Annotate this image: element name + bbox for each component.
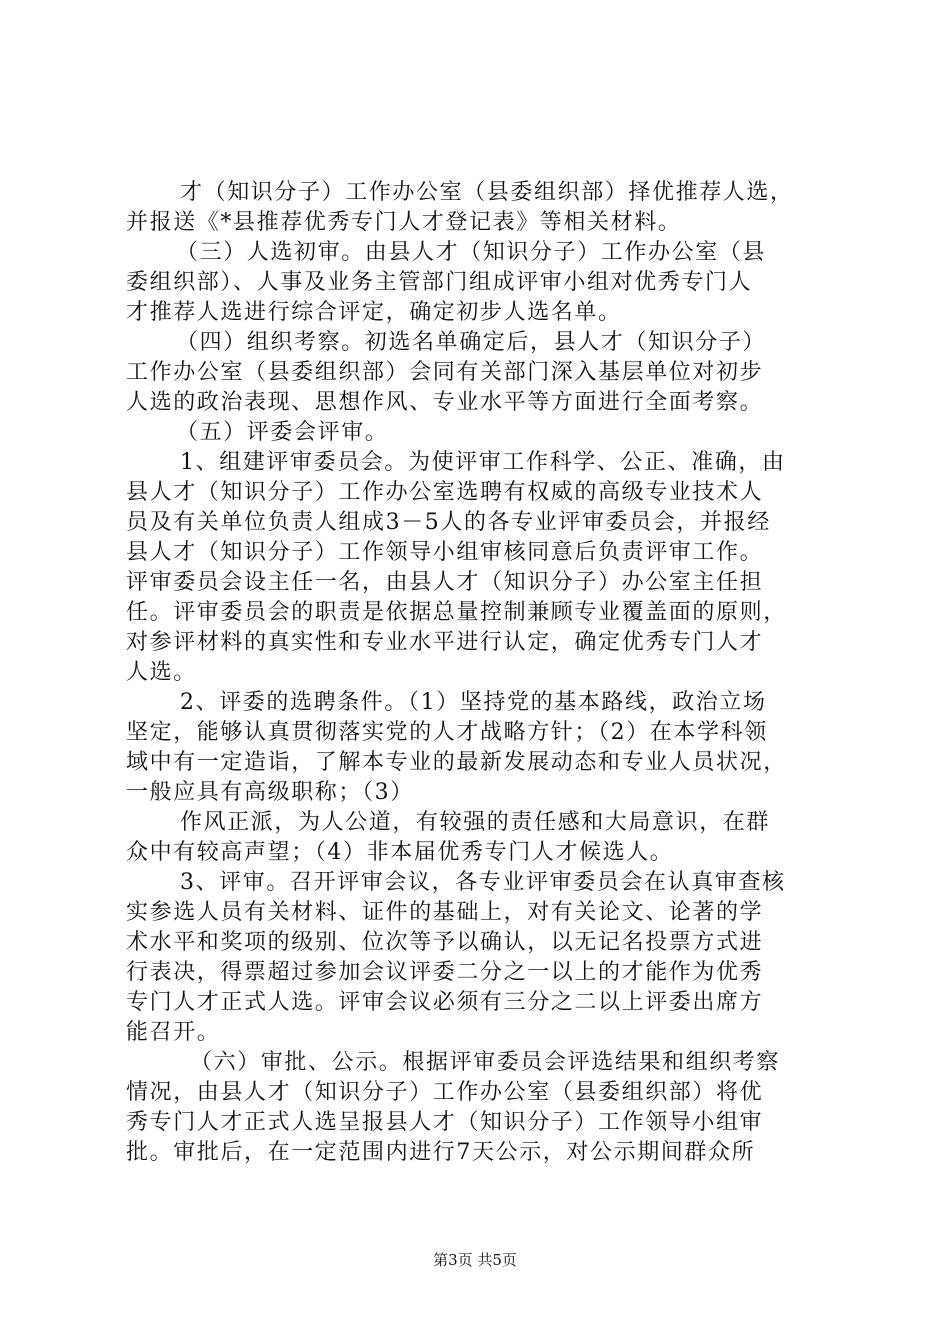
text-line: 对参评材料的真实性和专业水平进行认定，确定优秀专门人才 [126,630,764,655]
text-line: 县人才（知识分子）工作领导小组审核同意后负责评审工作。 [126,540,764,565]
text-line: 专门人才正式人选。评审会议必须有三分之二以上评委出席方 [126,990,764,1015]
text-line: 县人才（知识分子）工作办公室选聘有权威的高级专业技术人 [126,480,764,505]
text-line: 工作办公室（县委组织部）会同有关部门深入基层单位对初步 [126,360,764,385]
text-line: 委组织部）、人事及业务主管部门组成评审小组对优秀专门人 [126,270,753,295]
text-line: 员及有关单位负责人组成3－5人的各专业评审委员会，并报经 [126,510,771,535]
text-line: 并报送《*县推荐优秀专门人才登记表》等相关材料。 [126,210,682,235]
text-line: 批。审批后，在一定范围内进行7天公示，对公示期间群众所 [126,1140,756,1165]
text-line: 行表决，得票超过参加会议评委二分之一以上的才能作为优秀 [126,960,764,985]
text-line: （六）审批、公示。根据评审委员会评选结果和组织考察 [190,1050,781,1075]
text-line: 人选。 [126,660,197,685]
text-line: 才推荐人选进行综合评定，确定初步人选名单。 [126,300,622,325]
text-line: 才（知识分子）工作办公室（县委组织部）择优推荐人选， [180,180,794,205]
document-body [126,178,836,1168]
text-line: 众中有较高声望；（4）非本届优秀专门人才候选人。 [126,840,674,865]
page-number: 第3页 共5页 [433,1251,517,1269]
text-line: 人选的政治表现、思想作风、专业水平等方面进行全面考察。 [126,390,764,415]
page-footer [0,1250,950,1270]
text-line: 2、评委的选聘条件。（1）坚持党的基本路线，政治立场 [180,690,767,715]
text-line: 术水平和奖项的级别、位次等予以确认，以无记名投票方式进 [126,930,764,955]
text-line: 一般应具有高级职称；（3） [126,780,414,805]
text-line: 域中有一定造诣，了解本专业的最新发展动态和专业人员状况， [126,750,787,775]
text-line: 评审委员会设主任一名，由县人才（知识分子）办公室主任担 [126,570,764,595]
text-line: （四）组织考察。初选名单确定后，县人才（知识分子） [176,330,767,355]
text-line: 任。评审委员会的职责是依据总量控制兼顾专业覆盖面的原则， [126,600,787,625]
text-line: 3、评审。召开评审会议，各专业评审委员会在认真审查核 [180,870,786,895]
text-line: 坚定，能够认真贯彻落实党的人才战略方针；（2）在本学科领 [126,720,768,745]
text-line: 能召开。 [126,1020,221,1045]
text-line: 秀专门人才正式人选呈报县人才（知识分子）工作领导小组审 [126,1110,764,1135]
text-line: 实参选人员有关材料、证件的基础上，对有关论文、论著的学 [126,900,764,925]
text-line: 1、组建评审委员会。为使评审工作科学、公正、准确，由 [180,450,786,475]
text-line: 情况，由县人才（知识分子）工作办公室（县委组织部）将优 [126,1080,764,1105]
text-line: （三）人选初审。由县人才（知识分子）工作办公室（县 [176,240,767,265]
text-line: （五）评委会评审。 [176,420,389,445]
text-line: 作风正派，为人公道，有较强的责任感和大局意识，在群 [180,810,771,835]
